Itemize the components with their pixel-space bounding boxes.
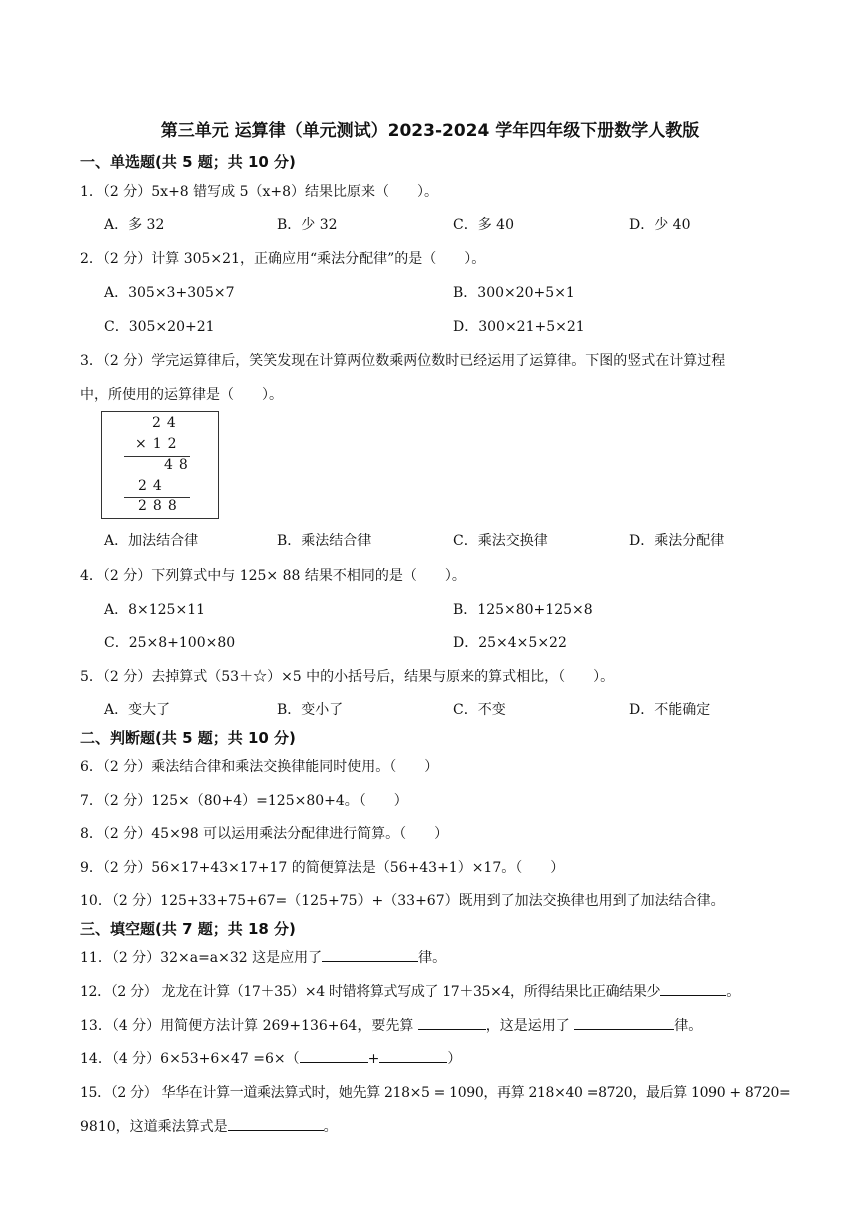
q12-answer-blank[interactable] <box>660 981 726 996</box>
q11-answer-blank[interactable] <box>322 947 418 962</box>
question-8: 8．（2 分）45×98 可以运用乘法分配律进行简算。（ ） <box>80 826 449 842</box>
question-9: 9．（2 分）56×17+43×17+17 的简便算法是（56+43+1）×17。（ ） <box>80 860 565 876</box>
q14-answer-blank-2[interactable] <box>379 1048 447 1063</box>
q3-option-d: D．乘法分配律 <box>629 533 725 549</box>
q14-suffix: ） <box>447 1051 462 1067</box>
section-heading-fill-blank: 三、填空题(共 7 题；共 18 分) <box>80 920 296 938</box>
q15-text: 9810，这道乘法算式是 <box>80 1119 228 1135</box>
q4-option-b: B．125×80+125×8 <box>453 602 593 618</box>
question-7: 7．（2 分）125×（80+4）=125×80+4。（ ） <box>80 793 408 809</box>
question-3-stem-line-1: 3．（2 分）学完运算律后，笑笑发现在计算两位数乘两位数时已经运用了运算律。下图的竖式在计算过程 <box>80 353 726 369</box>
question-1-stem: 1．（2 分）5x+8 错写成 5（x+8）结果比原来（ ）。 <box>80 184 439 200</box>
calc-product: 288 <box>138 498 183 514</box>
section-heading-true-false: 二、判断题(共 5 题；共 10 分) <box>80 729 296 747</box>
question-15-line-1: 15．（2 分） 华华在计算一道乘法算式时，她先算 218×5 = 1090，再算 218×40 =8720，最后算 1090 + 8720= <box>80 1085 791 1101</box>
q13-middle: ，这是运用了 <box>485 1018 575 1034</box>
q2-option-b: B．300×20+5×1 <box>453 285 575 301</box>
section-heading-single-choice: 一、单选题(共 5 题；共 10 分) <box>80 153 296 171</box>
question-11 <box>80 947 446 967</box>
q11-suffix: 律。 <box>418 950 447 966</box>
calc-partial-1: 48 <box>164 457 194 473</box>
q13-answer-blank-1[interactable] <box>418 1015 486 1030</box>
question-6: 6．（2 分）乘法结合律和乘法交换律能同时使用。（ ） <box>80 759 439 775</box>
q12-suffix: 。 <box>726 984 740 1000</box>
question-5-stem: 5．（2 分）去掉算式（53＋☆）×5 中的小括号后，结果与原来的算式相比，（ ）。 <box>80 669 615 685</box>
q14-answer-blank-1[interactable] <box>300 1048 368 1063</box>
q14-plus: + <box>367 1051 380 1067</box>
question-3-stem-line-2: 中，所使用的运算律是（ ）。 <box>80 387 283 403</box>
q2-option-a: A．305×3+305×7 <box>104 285 235 301</box>
question-15-line-2 <box>80 1116 338 1136</box>
q12-text: 12．（2 分） 龙龙在计算（17＋35）×4 时错将算式写成了 17＋35×4，所得结果比正确结果少 <box>80 984 661 1000</box>
question-12 <box>80 981 740 1001</box>
q4-option-a: A．8×125×11 <box>104 602 206 618</box>
q14-text: 14．（4 分）6×53+6×47 =6×（ <box>80 1051 300 1067</box>
q2-option-c: C．305×20+21 <box>104 319 215 335</box>
q13-suffix: 律。 <box>674 1018 703 1034</box>
question-4-stem: 4．（2 分）下列算式中与 125× 88 结果不相同的是（ ）。 <box>80 568 466 584</box>
calc-multiplicand: 24 <box>152 415 182 431</box>
q5-option-b: B．变小了 <box>277 702 344 718</box>
q2-option-d: D．300×21+5×21 <box>453 319 585 335</box>
calc-partial-2: 24 <box>138 478 168 494</box>
q11-text: 11．（2 分）32×a=a×32 这是应用了 <box>80 950 323 966</box>
q4-option-c: C．25×8+100×80 <box>104 635 236 651</box>
q1-option-b: B．少 32 <box>277 217 338 233</box>
question-2-stem: 2．（2 分）计算 305×21，正确应用“乘法分配律”的是（ ）。 <box>80 251 486 267</box>
calc-multiplier: ×12 <box>135 436 183 452</box>
q1-option-a: A．多 32 <box>104 217 165 233</box>
vertical-multiplication-figure <box>101 411 219 519</box>
question-10: 10．（2 分）125+33+75+67=（125+75）+（33+67）既用到了加法交换律也用到了加法结合律。 <box>80 893 725 909</box>
page-title: 第三单元 运算律（单元测试）2023-2024 学年四年级下册数学人教版 <box>160 121 700 141</box>
question-13 <box>80 1015 702 1035</box>
q4-option-d: D．25×4×5×22 <box>453 635 567 651</box>
q5-option-c: C．不变 <box>453 702 506 718</box>
q5-option-d: D．不能确定 <box>629 702 711 718</box>
q13-answer-blank-2[interactable] <box>574 1015 674 1030</box>
q1-option-c: C．多 40 <box>453 217 514 233</box>
q15-suffix: 。 <box>323 1119 338 1135</box>
q1-option-d: D．少 40 <box>629 217 691 233</box>
q3-option-c: C．乘法交换律 <box>453 533 548 549</box>
q3-option-a: A．加法结合律 <box>104 533 199 549</box>
q15-answer-blank[interactable] <box>228 1116 324 1131</box>
question-14 <box>80 1048 461 1068</box>
q13-text: 13．（4 分）用简便方法计算 269+136+64，要先算 <box>80 1018 418 1034</box>
q5-option-a: A．变大了 <box>104 702 171 718</box>
q3-option-b: B．乘法结合律 <box>277 533 372 549</box>
